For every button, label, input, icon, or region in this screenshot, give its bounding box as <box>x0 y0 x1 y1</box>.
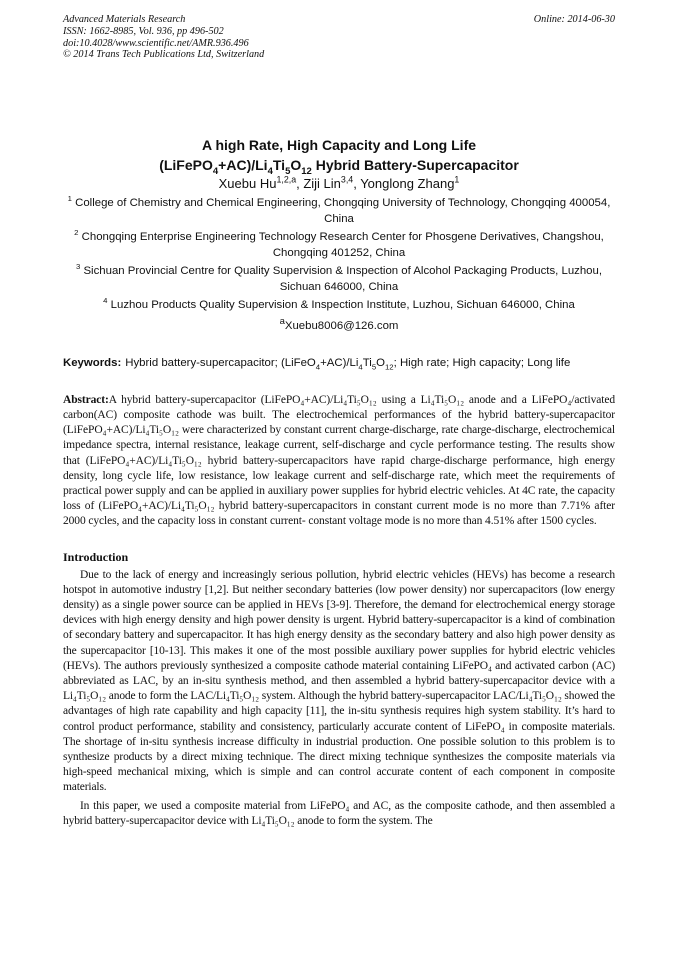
section-heading-introduction: Introduction <box>63 549 129 564</box>
introduction-paragraph-1: Due to the lack of energy and increasingly serious pollution, hybrid electric vehicles (HEVs) has become a research hotspot in automotive industry [1,2]. But neither secondary batteries (low power density) nor supercapacitors (low energy density) as a single power source can be applied in HEVs [3-9]. Therefore, the demand for electrochemical energy storage devices with high energy density and high power density is urgent. Hybrid battery-supercapacitor is a kind of combination of secondary battery and supercapacitor. It has high energy density as the secondary battery and also high power density as the supercapacitor [10-13]. This makes it one of the most possible auxiliary power supplies for hybrid electric vehicles (HEVs). The authors previously synthesized a composite cathode material containing LiFePO₄ and activated carbon (AC) abbreviated as LAC, by an in-situ synthesis method, and then assembled a hybrid battery-supercapacitor device with a Li₄Ti₅O₁₂ anode to form the LAC/Li₄Ti₅O₁₂ system. Although the hybrid battery-supercapacitor LAC/Li₄Ti₅O₁₂ showed the advantages of high rate capability and high capacity [11], the in-situ synthesis requires high system stability. It’s hard to control product performance, stability and consistency, particularly accurate content of LiFePO₄ in composite materials. The shortage of in-situ synthesis increase difficulty in industrial production. One possible solution to this problem is to synthesize products by a direct mixing technique. The direct mixing technique synthesizes the composite materials via high-speed mechanical mixing, which is simple and can control accurate content of each component in composite materials. <box>63 568 615 794</box>
author-name: Yonglong Zhang <box>360 176 455 192</box>
affiliation-1: $^1$ College of Chemistry and Chemical Engineering, Chongqing University of Technology, Chongqing 400054, China <box>67 194 611 225</box>
running-header <box>63 14 615 61</box>
abstract-label: Abstract: <box>63 393 109 406</box>
copyright-line: © 2014 Trans Tech Publications Ltd, Switzerland <box>63 49 265 61</box>
author-name: Xuebu Hu <box>218 176 277 192</box>
paper-title-line-2: $(LiFePO_4+AC)/Li_4Ti_5O_{12}$ Hybrid Battery-Supercapacitor <box>159 157 519 177</box>
issn-line: ISSN: 1662-8985, Vol. 936, pp 496-502 <box>63 25 224 37</box>
doi-line: doi:10.4028/www.scientific.net/AMR.936.496 <box>63 37 249 49</box>
affiliation-2: $^2$ Chongqing Enterprise Engineering Technology Research Center for Phosgene Derivatives, Changshou, Chongqing 401252, China <box>74 228 604 259</box>
online-date: Online: 2014-06-30 <box>533 14 615 25</box>
paper-page <box>63 14 615 829</box>
corresponding-email: $^a$Xuebu8006@126.com <box>279 315 399 332</box>
affiliation-4: $^4$ Luzhou Products Quality Supervision & Inspection Institute, Luzhou, Sichuan 646000, China <box>103 296 575 312</box>
journal-name: Advanced Materials Research <box>63 14 186 25</box>
author-list: Xuebu Hu$^{1,2,a}$, Ziji Lin$^{3,4}$, Yonglong Zhang$^1$ <box>218 174 460 192</box>
keywords: Keywords: Hybrid battery-supercapacitor; $(LiFeO_4+AC)/Li_4Ti_5O_{12}$; High rate; High capacity; Long life <box>63 356 571 371</box>
affiliation-3: $^3$ Sichuan Provincial Centre for Quality Supervision & Inspection of Alcohol Packaging Products, Luzhou, Sichuan 646000, China <box>75 262 603 293</box>
introduction-paragraph-2: In this paper, we used a composite material from LiFePO₄ and AC, as the composite cathode, and then assembled a hybrid battery-supercapacitor device with Li₄Ti₅O₁₂ anode to form the system. The <box>63 799 615 827</box>
author-name: Ziji Lin <box>303 176 341 192</box>
keywords-label: Keywords: <box>63 356 122 369</box>
abstract-text: A hybrid battery-supercapacitor (LiFePO₄+AC)/Li₄Ti₅O₁₂ using a Li₄Ti₅O₁₂ anode and a LiFePO₄/activated carbon(AC) composite cathode was built. The electrochemical performances of the hybrid battery-supercapacitor (LiFePO₄+AC)/Li₄Ti₅O₁₂ were characterized by constant current charge-discharge, rate charge-discharge, electrochemical impedance spectra, internal resistance, leakage current, self-discharge and cycle performance testing. The results show that (LiFePO₄+AC)/Li₄Ti₅O₁₂ hybrid battery-supercapacitors have rapid charge-discharge performance, high energy density, long cycle life, low resistance, low leakage current and self-discharge rate, which meet the requirements of practical power supply and can be applied in auxiliary power supplies for hybrid electric vehicles. At 4C rate, the capacity loss of (LiFePO₄+AC)/Li₄Ti₅O₁₂ hybrid battery-supercapacitors in constant current mode is no more than 7.71% after 2000 cycles, and the capacity loss in constant current- constant voltage mode is no more than 4.51% after 1500 cycles. <box>63 393 615 528</box>
paper-title-line-1: A high Rate, High Capacity and Long Life <box>201 137 477 154</box>
abstract <box>63 393 615 530</box>
